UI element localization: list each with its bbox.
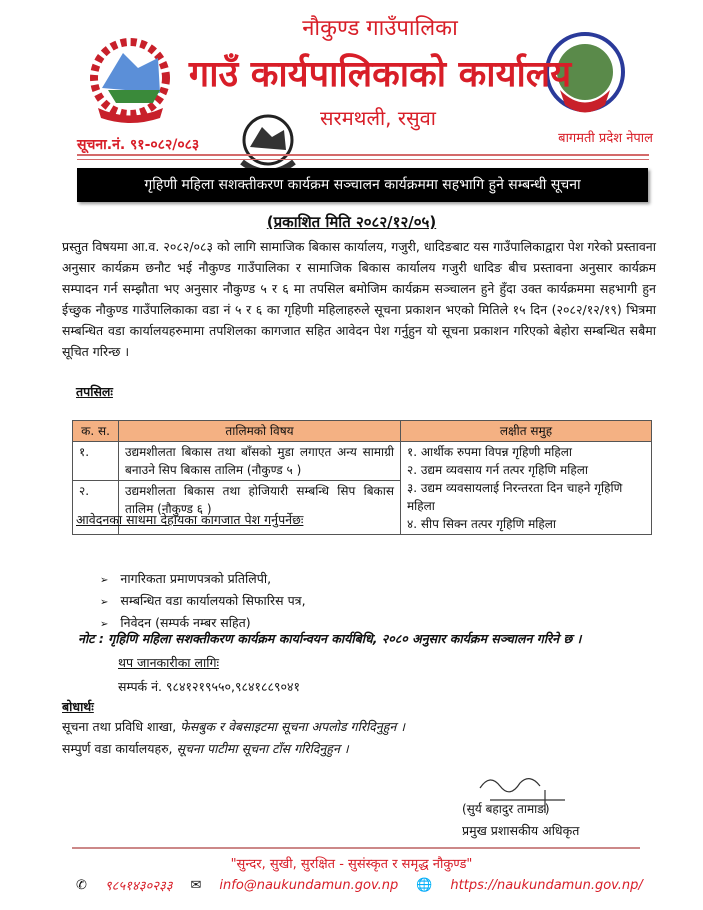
list-item: ➢ सम्बन्धित वडा कार्यालयको सिफारिस पत्र, [100, 591, 306, 613]
cc-recipient: सूचना तथा प्रविधि शाखा, [62, 719, 181, 734]
table-row [73, 442, 652, 481]
published-date: (प्रकाशित मिति २०८२/१२/०५) [266, 213, 437, 231]
footer-slogan: "सुन्दर, सुखी, सुरक्षित - सुसंस्कृत र समृद्ध नौकुण्ड" [230, 857, 473, 872]
phone-icon: ✆ [76, 877, 87, 893]
header-divider-thin [77, 159, 649, 160]
cc-line [62, 740, 349, 757]
cell-topic: उद्यमशीलता बिकास तथा बाँसको मुडा लगाएत अन्य सामाग्री बनाउने सिप बिकास तालिम (नौकुण्ड ५ ) [119, 442, 401, 481]
footer-divider [72, 847, 640, 849]
cell-sn: २. [73, 481, 119, 535]
footer-contacts [76, 876, 643, 894]
signatory-title: प्रमुख प्रशासकीय अधिकृत [462, 823, 580, 838]
globe-icon: 🌐 [416, 877, 433, 893]
contact-numbers: सम्पर्क नं. ९८४१२१९५५०,९८४१८८९०४१ [118, 679, 300, 694]
notice-number: सूचना.नं. ९१-०८२/०८३ [77, 137, 200, 153]
requirements-list [100, 569, 306, 635]
target-group: ४. सीप सिक्न तत्पर गृहिणि महिला [407, 517, 556, 531]
cc-instruction: सूचना पाटीमा सूचना टाँस गरिदिनुहुन । [176, 741, 349, 756]
details-label: तपसिलः [76, 384, 113, 399]
table-header-row [73, 421, 652, 442]
notice-title-banner: गृहिणी महिला सशक्तीकरण कार्यक्रम सञ्चालन कार्यक्रममा सहभागि हुने सम्बन्धी सूचना [77, 168, 648, 202]
mail-icon: ✉ [190, 877, 202, 893]
requirements-label: आवेदनका साथमा देहायका कागजात पेश गर्नुपर्नेछः [76, 512, 304, 527]
footer-email[interactable]: info@naukundamun.gov.np [219, 877, 399, 893]
header-sn: क. स. [73, 421, 119, 442]
province-label: बागमती प्रदेश नेपाल [558, 131, 653, 146]
cell-topic: उद्यमशीलता बिकास तथा होजियारी सम्बन्धि सिप बिकास तालिम (नौकुण्ड ६ ) [119, 481, 401, 535]
cc-label: बोधार्थः [62, 699, 94, 714]
cc-line [62, 718, 405, 735]
target-group: ३. उद्यम व्यवसायलाई निरन्तरता दिन चाहने गृहिणि महिला [407, 481, 623, 513]
more-info-label: थप जानकारीका लागिः [118, 655, 220, 670]
municipality-name: नौकुण्ड गाउँपालिका [302, 16, 458, 41]
notice-body: प्रस्तुत विषयमा आ.व. २०८२/०८३ को लागि सामाजिक बिकास कार्यालय, गजुरी, धादिङबाट यस गाउँपालिकाद्वारा पेश गरेको प्रस्तावना अनुसार कार्यक्रम छनौट भई नौकुण्ड गाउँपालिका र सामाजिक बिकास कार्यालय गजुरी धादिङ बीच प्रस्तावना अनुसार कार्यक्रम सम्पादन गर्न सम्झौता भए अनुसार नौकुण्ड ५ र ६ मा तपसिल बमोजिम कार्यक्रम सञ्चालन हुने हुँदा उक्त कार्यक्रममा सहभागी हुन ईच्छुक नौकुण्ड गाउँपालिकाका वडा नं ५ र ६ का गृहिणी महिलाहरुले सूचना प्रकाशन भएको मितिले १५ दिन (२०८२/१२/१९) भित्रमा सम्बन्धित वडा कार्यालयहरुमामा तपशिलका कागजात सहित आवेदन पेश गर्नुहुन यो सूचना प्रकाशन गरिएको बेहोरा सम्बन्धित सबैमा सूचित गरिन्छ । [62, 239, 656, 359]
note-text: नोट : गृहिणि महिला सशक्तीकरण कार्यक्रम कार्यान्वयन कार्यबिधि, २०८० अनुसार कार्यक्रम सञ्चालन गरिने छ । [78, 631, 582, 646]
footer-website[interactable]: https://naukundamun.gov.np/ [450, 877, 643, 893]
header-target: लक्षीत समुह [401, 421, 652, 442]
list-item: ➢ निवेदन (सम्पर्क नम्बर सहित) [100, 613, 306, 635]
office-location: सरमथली, रसुवा [320, 106, 436, 130]
office-title: गाउँ कार्यपालिकाको कार्यालय [188, 54, 572, 95]
header-divider [77, 154, 649, 156]
target-group: २. उद्यम व्यवसाय गर्न तत्पर गृहिणि महिला [407, 463, 588, 477]
target-group: १. आर्थीक रुपमा विपन्न गृहिणी महिला [407, 445, 573, 459]
cell-target-groups [401, 442, 652, 535]
cell-sn: १. [73, 442, 119, 481]
list-item: ➢ नागरिकता प्रमाणपत्रको प्रतिलिपी, [100, 569, 306, 591]
cc-instruction: फेसबुक र वेबसाइटमा सूचना अपलोड गरिदिनुहुन । [180, 719, 406, 734]
header-topic: तालिमको विषय [119, 421, 401, 442]
signatory-name: (सुर्य बहादुर तामाङ) [462, 802, 550, 816]
footer-phone: ९८५१४३०२३३ [104, 879, 173, 894]
cc-recipient: सम्पुर्ण वडा कार्यालयहरु, [62, 741, 177, 756]
